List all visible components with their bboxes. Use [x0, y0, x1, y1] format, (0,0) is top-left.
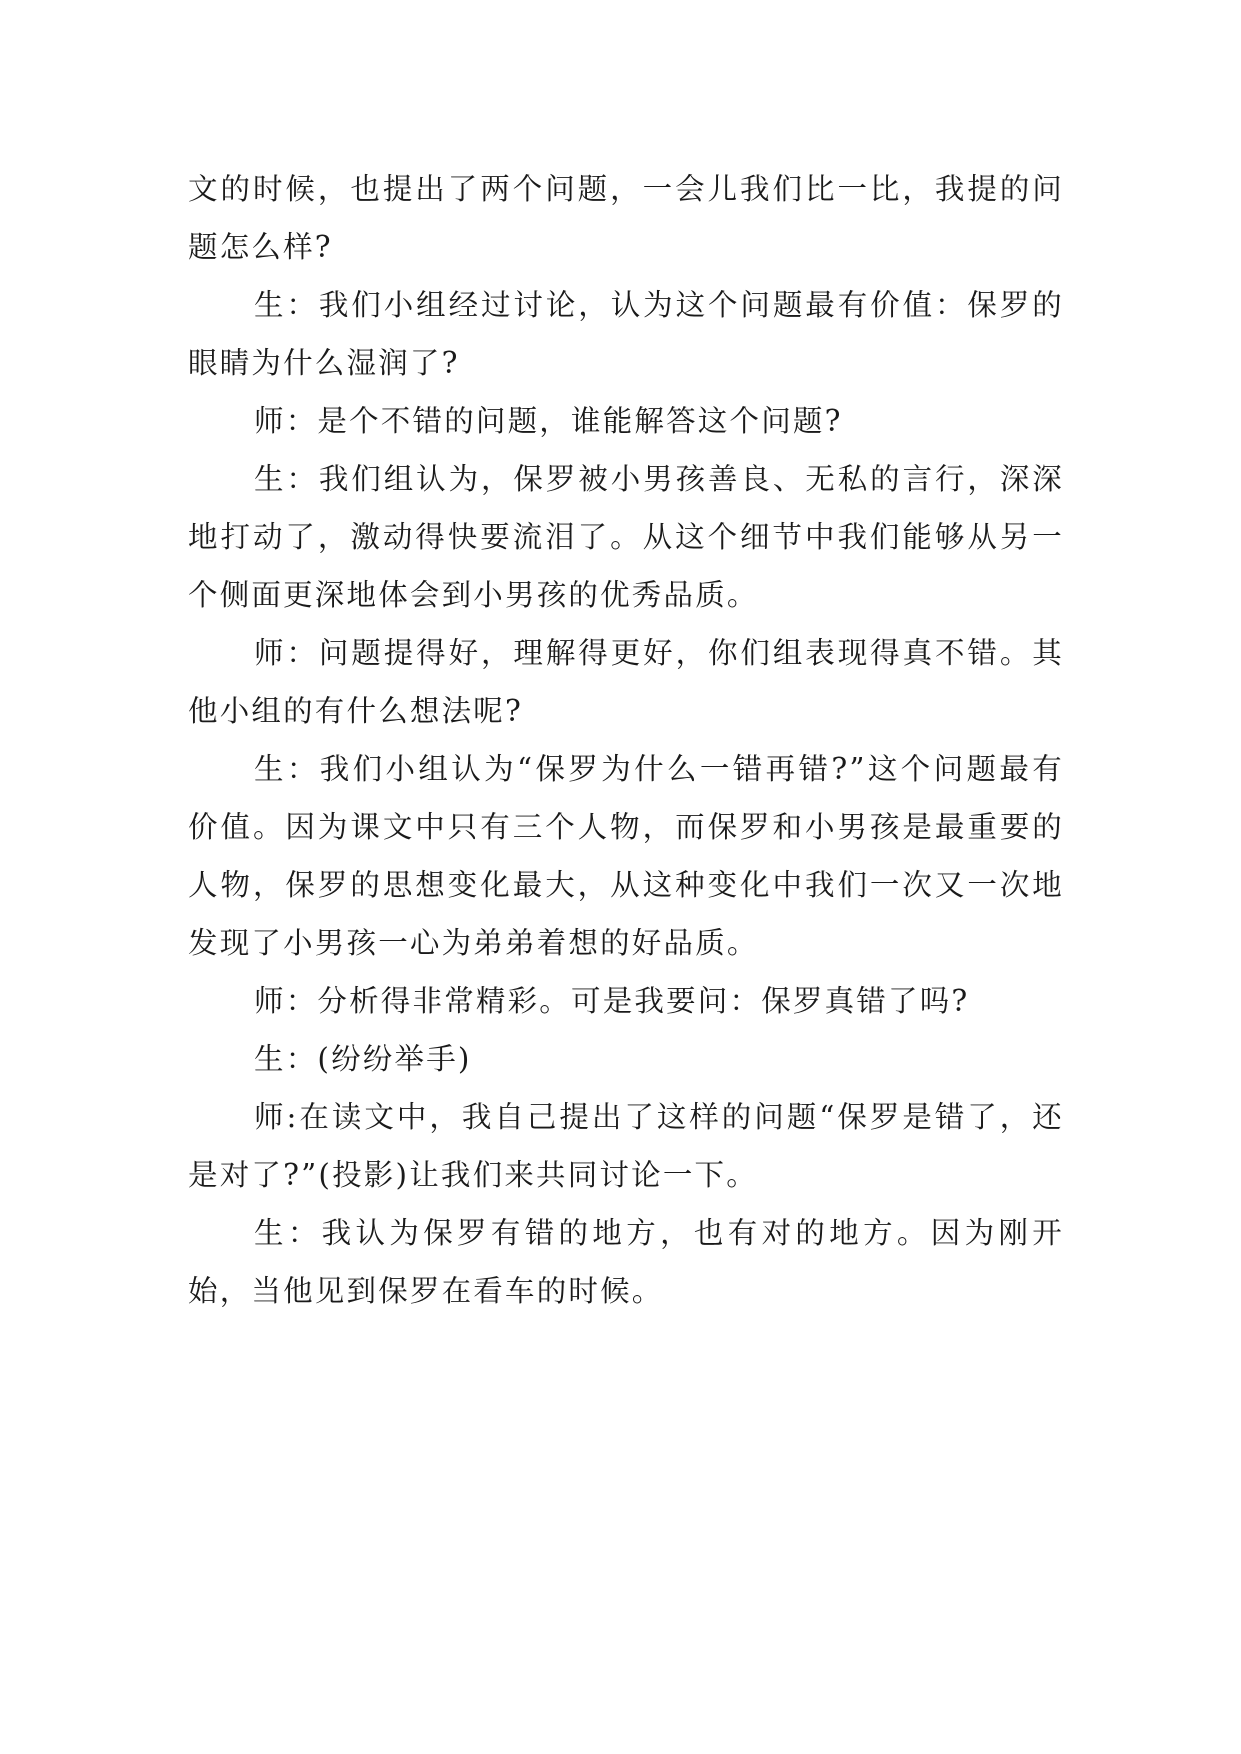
dialogue-teacher-2: 师：问题提得好，理解得更好，你们组表现得真不错。其他小组的有什么想法呢? [188, 636, 1064, 728]
document-body [188, 160, 1064, 1320]
dialogue-student-2: 生：我们组认为，保罗被小男孩善良、无私的言行，深深地打动了，激动得快要流泪了。从这个细节中我们能够从另一个侧面更深地体会到小男孩的优秀品质。 [188, 462, 1064, 612]
dialogue-teacher-3: 师：分析得非常精彩。可是我要问：保罗真错了吗? [254, 984, 970, 1018]
paragraph-continuation: 文的时候，也提出了两个问题，一会儿我们比一比，我提的问题怎么样? [188, 172, 1064, 264]
dialogue-teacher-1: 师：是个不错的问题，谁能解答这个问题? [254, 404, 843, 438]
dialogue-student-5: 生：我认为保罗有错的地方，也有对的地方。因为刚开始，当他见到保罗在看车的时候。 [188, 1216, 1064, 1308]
dialogue-student-1: 生：我们小组经过讨论，认为这个问题最有价值：保罗的眼睛为什么湿润了? [188, 288, 1064, 380]
dialogue-teacher-4: 师:在读文中，我自己提出了这样的问题“保罗是错了，还是对了?”(投影)让我们来共同讨论一下。 [188, 1100, 1064, 1192]
dialogue-student-4: 生：(纷纷举手) [254, 1042, 472, 1076]
dialogue-student-3: 生：我们小组认为“保罗为什么一错再错?”这个问题最有价值。因为课文中只有三个人物，而保罗和小男孩是最重要的人物，保罗的思想变化最大，从这种变化中我们一次又一次地发现了小男孩一心为弟弟着想的好品质。 [188, 752, 1064, 960]
